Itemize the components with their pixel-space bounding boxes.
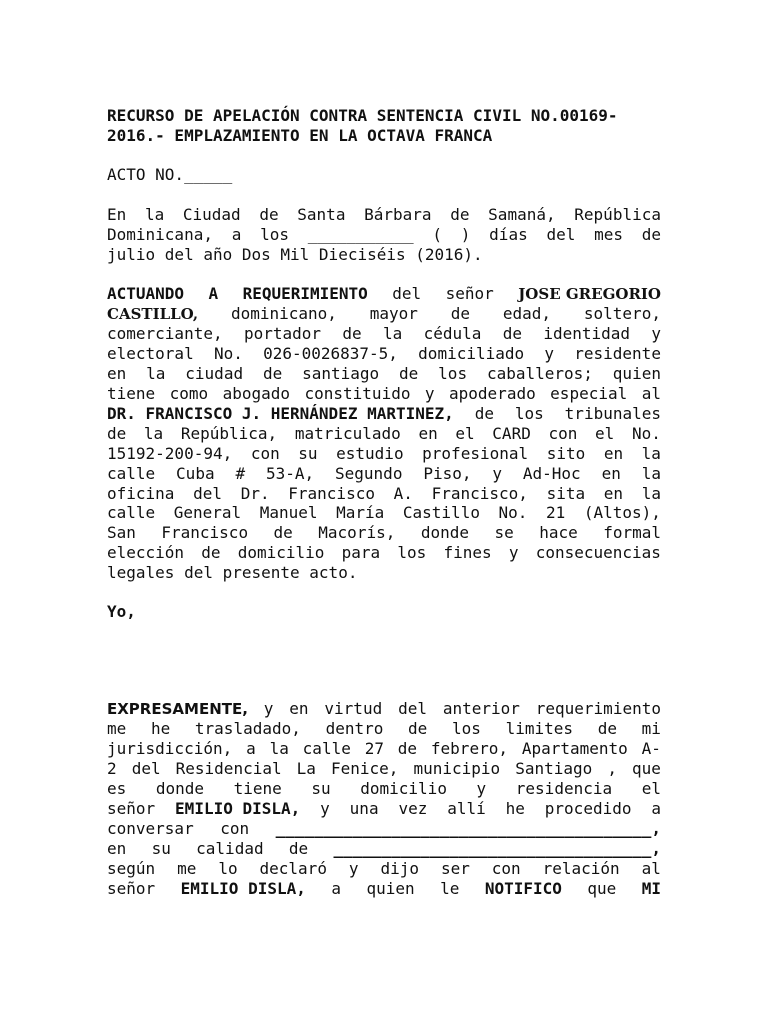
word: estudio	[336, 444, 404, 463]
word: Cuba	[176, 464, 215, 483]
word: su	[311, 779, 331, 798]
word: del	[546, 225, 576, 244]
word: comerciante,	[107, 324, 223, 343]
word: con	[220, 819, 250, 838]
word: procedido	[544, 799, 632, 818]
paragraph-3-line-4	[107, 759, 661, 779]
word: Ciudad	[182, 205, 241, 224]
word: Fenice,	[330, 759, 399, 778]
word: La	[296, 759, 316, 778]
word: su	[298, 444, 318, 463]
yo-heading: Yo,	[107, 602, 136, 621]
word: residencia	[515, 779, 613, 798]
word: del	[193, 484, 223, 503]
word: municipio	[413, 759, 501, 778]
word: A	[208, 284, 219, 303]
word: señor	[445, 284, 494, 303]
word: de	[397, 739, 418, 758]
word: REQUERIMIENTO	[242, 284, 368, 303]
paragraph-2-line-10	[107, 464, 661, 484]
word: santiago	[302, 364, 380, 383]
paragraph-2-line-7	[107, 404, 661, 424]
word: Apartamento	[521, 739, 628, 758]
word: señor	[107, 799, 156, 818]
paragraph-3-line-1	[107, 699, 661, 719]
word: ACTUANDO	[107, 284, 185, 303]
paragraph-3-line-9	[107, 859, 661, 879]
word: caballeros;	[486, 364, 593, 383]
word: calle	[302, 739, 351, 758]
paragraph-1-line-3: julio del año Dos Mil Dieciséis (2016).	[107, 245, 483, 264]
word: al	[641, 384, 661, 403]
paragraph-2-line-8	[107, 424, 661, 444]
word: limites	[505, 719, 574, 738]
word: allí	[447, 799, 486, 818]
lawyer-name: DR. FRANCISCO J. HERNÁNDEZ MARTINEZ,	[107, 404, 454, 423]
word: los	[438, 364, 468, 383]
word: a	[246, 739, 256, 758]
word: a	[231, 225, 242, 244]
word: ser	[440, 859, 470, 878]
word: 53-A,	[265, 464, 315, 483]
word: elección	[107, 543, 185, 562]
word: constituido	[304, 384, 411, 403]
paragraph-3-line-5	[107, 779, 661, 799]
word: anterior	[442, 699, 520, 718]
blank-person-field: _______________________________________,	[275, 819, 661, 838]
word: los	[397, 543, 427, 562]
blank-quality-field: _________________________________,	[333, 839, 661, 858]
word: en	[289, 699, 309, 718]
word: No.	[213, 344, 243, 363]
word: electoral	[107, 344, 194, 363]
word: Castillo	[402, 503, 480, 522]
word: su	[151, 839, 171, 858]
paragraph-3-line-6	[107, 799, 661, 819]
word: he	[505, 799, 525, 818]
word: Francisco	[161, 523, 249, 542]
word: donde	[155, 779, 205, 798]
word: según	[107, 859, 156, 878]
word: soltero,	[583, 304, 661, 323]
word: EXPRESAMENTE,	[107, 700, 248, 718]
word: con	[250, 444, 280, 463]
word: identidad	[543, 324, 631, 343]
word: Piso,	[423, 464, 472, 483]
word: los	[260, 225, 289, 244]
word: y	[476, 779, 487, 798]
word: dijo	[380, 859, 419, 878]
word: mi	[641, 719, 661, 738]
word: jurisdicción,	[107, 739, 233, 758]
paragraph-2-line-3	[107, 324, 661, 344]
paragraph-2-line-2	[107, 304, 661, 324]
word: de	[342, 324, 362, 343]
word: de	[450, 304, 471, 323]
word: la	[641, 464, 661, 483]
word: Bárbara	[364, 205, 432, 224]
paragraph-2-line-14	[107, 543, 661, 563]
word: y	[320, 799, 330, 818]
word: y	[263, 699, 274, 718]
paragraph-2-line-5	[107, 364, 661, 384]
word: domicilio	[360, 779, 447, 798]
word: 27	[364, 739, 384, 758]
word: los	[514, 404, 544, 423]
acto-number: ACTO NO._____	[107, 165, 233, 184]
word: de	[474, 404, 494, 423]
word: matriculado	[294, 424, 401, 443]
word: el	[455, 424, 475, 443]
word: (Altos),	[583, 503, 661, 522]
word: de	[597, 719, 617, 738]
word: formal	[603, 523, 661, 542]
word: la	[143, 424, 164, 443]
word: con	[548, 424, 578, 443]
word: la	[269, 739, 289, 758]
word: para	[341, 543, 381, 562]
word: la	[641, 484, 661, 503]
word: que	[632, 759, 661, 778]
word: la	[641, 444, 661, 463]
word: María	[336, 503, 385, 522]
word: 15192-200-94,	[107, 444, 233, 463]
word: de	[107, 424, 127, 443]
word: (	[432, 225, 443, 244]
word: trasladado,	[194, 719, 301, 738]
paragraph-2-line-12	[107, 503, 661, 523]
word: San	[107, 523, 136, 542]
document-title-line-1: RECURSO DE APELACIÓN CONTRA SENTENCIA CIVIL NO.00169-	[107, 106, 618, 125]
word: tiene	[233, 779, 282, 798]
word: edad,	[502, 304, 552, 323]
word: Ad-Hoc	[522, 464, 581, 483]
word: Santiago	[515, 759, 593, 778]
word: Macorís,	[318, 523, 396, 542]
word: sito	[546, 444, 586, 463]
word: Francisco,	[431, 484, 528, 503]
word: de	[262, 364, 283, 383]
word: de	[201, 543, 221, 562]
word: sita	[546, 484, 586, 503]
word: hace	[539, 523, 578, 542]
word: MI	[641, 879, 661, 898]
word: de	[399, 364, 419, 383]
word: que	[587, 879, 617, 898]
paragraph-3-line-8	[107, 839, 661, 859]
word: Santa	[297, 205, 346, 224]
word: me	[177, 859, 197, 878]
word: General	[173, 503, 242, 522]
word: del	[131, 759, 161, 778]
word: portador	[243, 324, 321, 343]
word: NOTIFICO	[484, 879, 562, 898]
word: y	[651, 324, 661, 343]
word: es	[107, 779, 127, 798]
word: Dominicana,	[107, 225, 213, 244]
word: y	[348, 859, 359, 878]
paragraph-2-line-1	[107, 284, 661, 304]
blank-day-field: ___________	[307, 225, 414, 244]
word: de	[502, 324, 522, 343]
word: en	[418, 424, 438, 443]
word: y	[508, 543, 519, 562]
paragraph-3-line-3	[107, 739, 661, 759]
word: Residencial	[175, 759, 282, 778]
word: días	[489, 225, 528, 244]
paragraph-2-line-13	[107, 523, 661, 543]
document-title-line-2: 2016.- EMPLAZAMIENTO EN LA OCTAVA FRANCA	[107, 126, 493, 145]
word: ,	[607, 759, 617, 778]
word: la	[146, 364, 166, 383]
word: a	[651, 799, 661, 818]
word: dominicano,	[230, 304, 337, 323]
word: de	[273, 523, 293, 542]
word: #	[235, 464, 246, 483]
word: he	[150, 719, 171, 738]
word: República,	[180, 424, 278, 443]
word: )	[460, 225, 471, 244]
word: lo	[218, 859, 238, 878]
word: tribunales	[564, 404, 661, 423]
word: En	[107, 205, 127, 224]
word: febrero,	[430, 739, 508, 758]
word: donde	[420, 523, 469, 542]
word: de	[408, 719, 428, 738]
word: conversar	[107, 819, 194, 838]
word: oficina	[107, 484, 175, 503]
word: el	[595, 424, 615, 443]
word: requerimiento	[535, 699, 661, 718]
word: calidad	[196, 839, 264, 858]
defendant-name: EMILIO DISLA,	[180, 879, 306, 898]
paragraph-2-line-4	[107, 344, 661, 364]
word: calle	[107, 503, 156, 522]
word: le	[440, 879, 460, 898]
word: CARD	[492, 424, 531, 443]
word: No.	[498, 503, 528, 522]
word: a	[331, 879, 341, 898]
word: una	[349, 799, 379, 818]
word: residente	[574, 344, 661, 363]
word: el	[641, 779, 661, 798]
paragraph-1-line-2	[107, 225, 661, 245]
word: los	[452, 719, 481, 738]
word: con	[491, 859, 521, 878]
word: Manuel	[259, 503, 318, 522]
word: No.	[631, 424, 661, 443]
word: en	[603, 484, 624, 503]
word: de	[450, 205, 470, 224]
word: señor	[107, 879, 156, 898]
word: y	[424, 384, 435, 403]
paragraph-3-line-2	[107, 719, 661, 739]
word: de	[641, 225, 661, 244]
word: apoderado	[449, 384, 536, 403]
client-name: CASTILLO,	[107, 305, 199, 323]
paragraph-2-line-9	[107, 444, 661, 464]
word: relación	[542, 859, 620, 878]
paragraph-2-line-15: legales del presente acto.	[107, 563, 358, 582]
word: Dr.	[240, 484, 270, 503]
word: dentro	[325, 719, 384, 738]
word: consecuencias	[535, 543, 661, 562]
word: abogado	[222, 384, 291, 403]
word: Francisco	[288, 484, 375, 503]
word: 21	[546, 503, 566, 522]
word: fines	[443, 543, 492, 562]
word: de	[259, 205, 279, 224]
word: del	[392, 284, 422, 303]
client-name: JOSE GREGORIO	[518, 285, 661, 303]
word: y	[492, 464, 503, 483]
word: mes	[594, 225, 623, 244]
word: en	[107, 839, 127, 858]
word: se	[494, 523, 514, 542]
word: 026-0026837-5,	[263, 344, 398, 363]
word: especial	[550, 384, 628, 403]
word: en	[603, 444, 624, 463]
word: quien	[612, 364, 661, 383]
word: quien	[366, 879, 415, 898]
word: del	[398, 699, 427, 718]
word: Segundo	[335, 464, 403, 483]
paragraph-3-line-10	[107, 879, 661, 899]
word: calle	[107, 464, 156, 483]
paragraph-1-line-1	[107, 205, 661, 225]
word: en	[107, 364, 127, 383]
word: cédula	[423, 324, 482, 343]
word: me	[107, 719, 127, 738]
word: 2	[107, 759, 117, 778]
word: Samaná,	[488, 205, 556, 224]
word: domicilio	[237, 543, 325, 562]
word: A-	[641, 739, 661, 758]
word: al	[641, 859, 661, 878]
word: en	[601, 464, 621, 483]
word: A.	[393, 484, 413, 503]
paragraph-3-line-7	[107, 819, 661, 839]
word: domiciliado	[418, 344, 525, 363]
word: profesional	[422, 444, 529, 463]
word: virtud	[324, 699, 383, 718]
word: como	[169, 384, 209, 403]
word: tiene	[107, 384, 156, 403]
paragraph-2-line-6	[107, 384, 661, 404]
paragraph-2-line-11	[107, 484, 661, 504]
defendant-name: EMILIO DISLA,	[175, 799, 301, 818]
word: ciudad	[185, 364, 244, 383]
word: de	[288, 839, 309, 858]
word: declaró	[259, 859, 327, 878]
word: y	[544, 344, 555, 363]
word: mayor	[369, 304, 418, 323]
word: vez	[398, 799, 428, 818]
word: la	[382, 324, 403, 343]
word: República	[574, 205, 661, 224]
word: la	[144, 205, 165, 224]
